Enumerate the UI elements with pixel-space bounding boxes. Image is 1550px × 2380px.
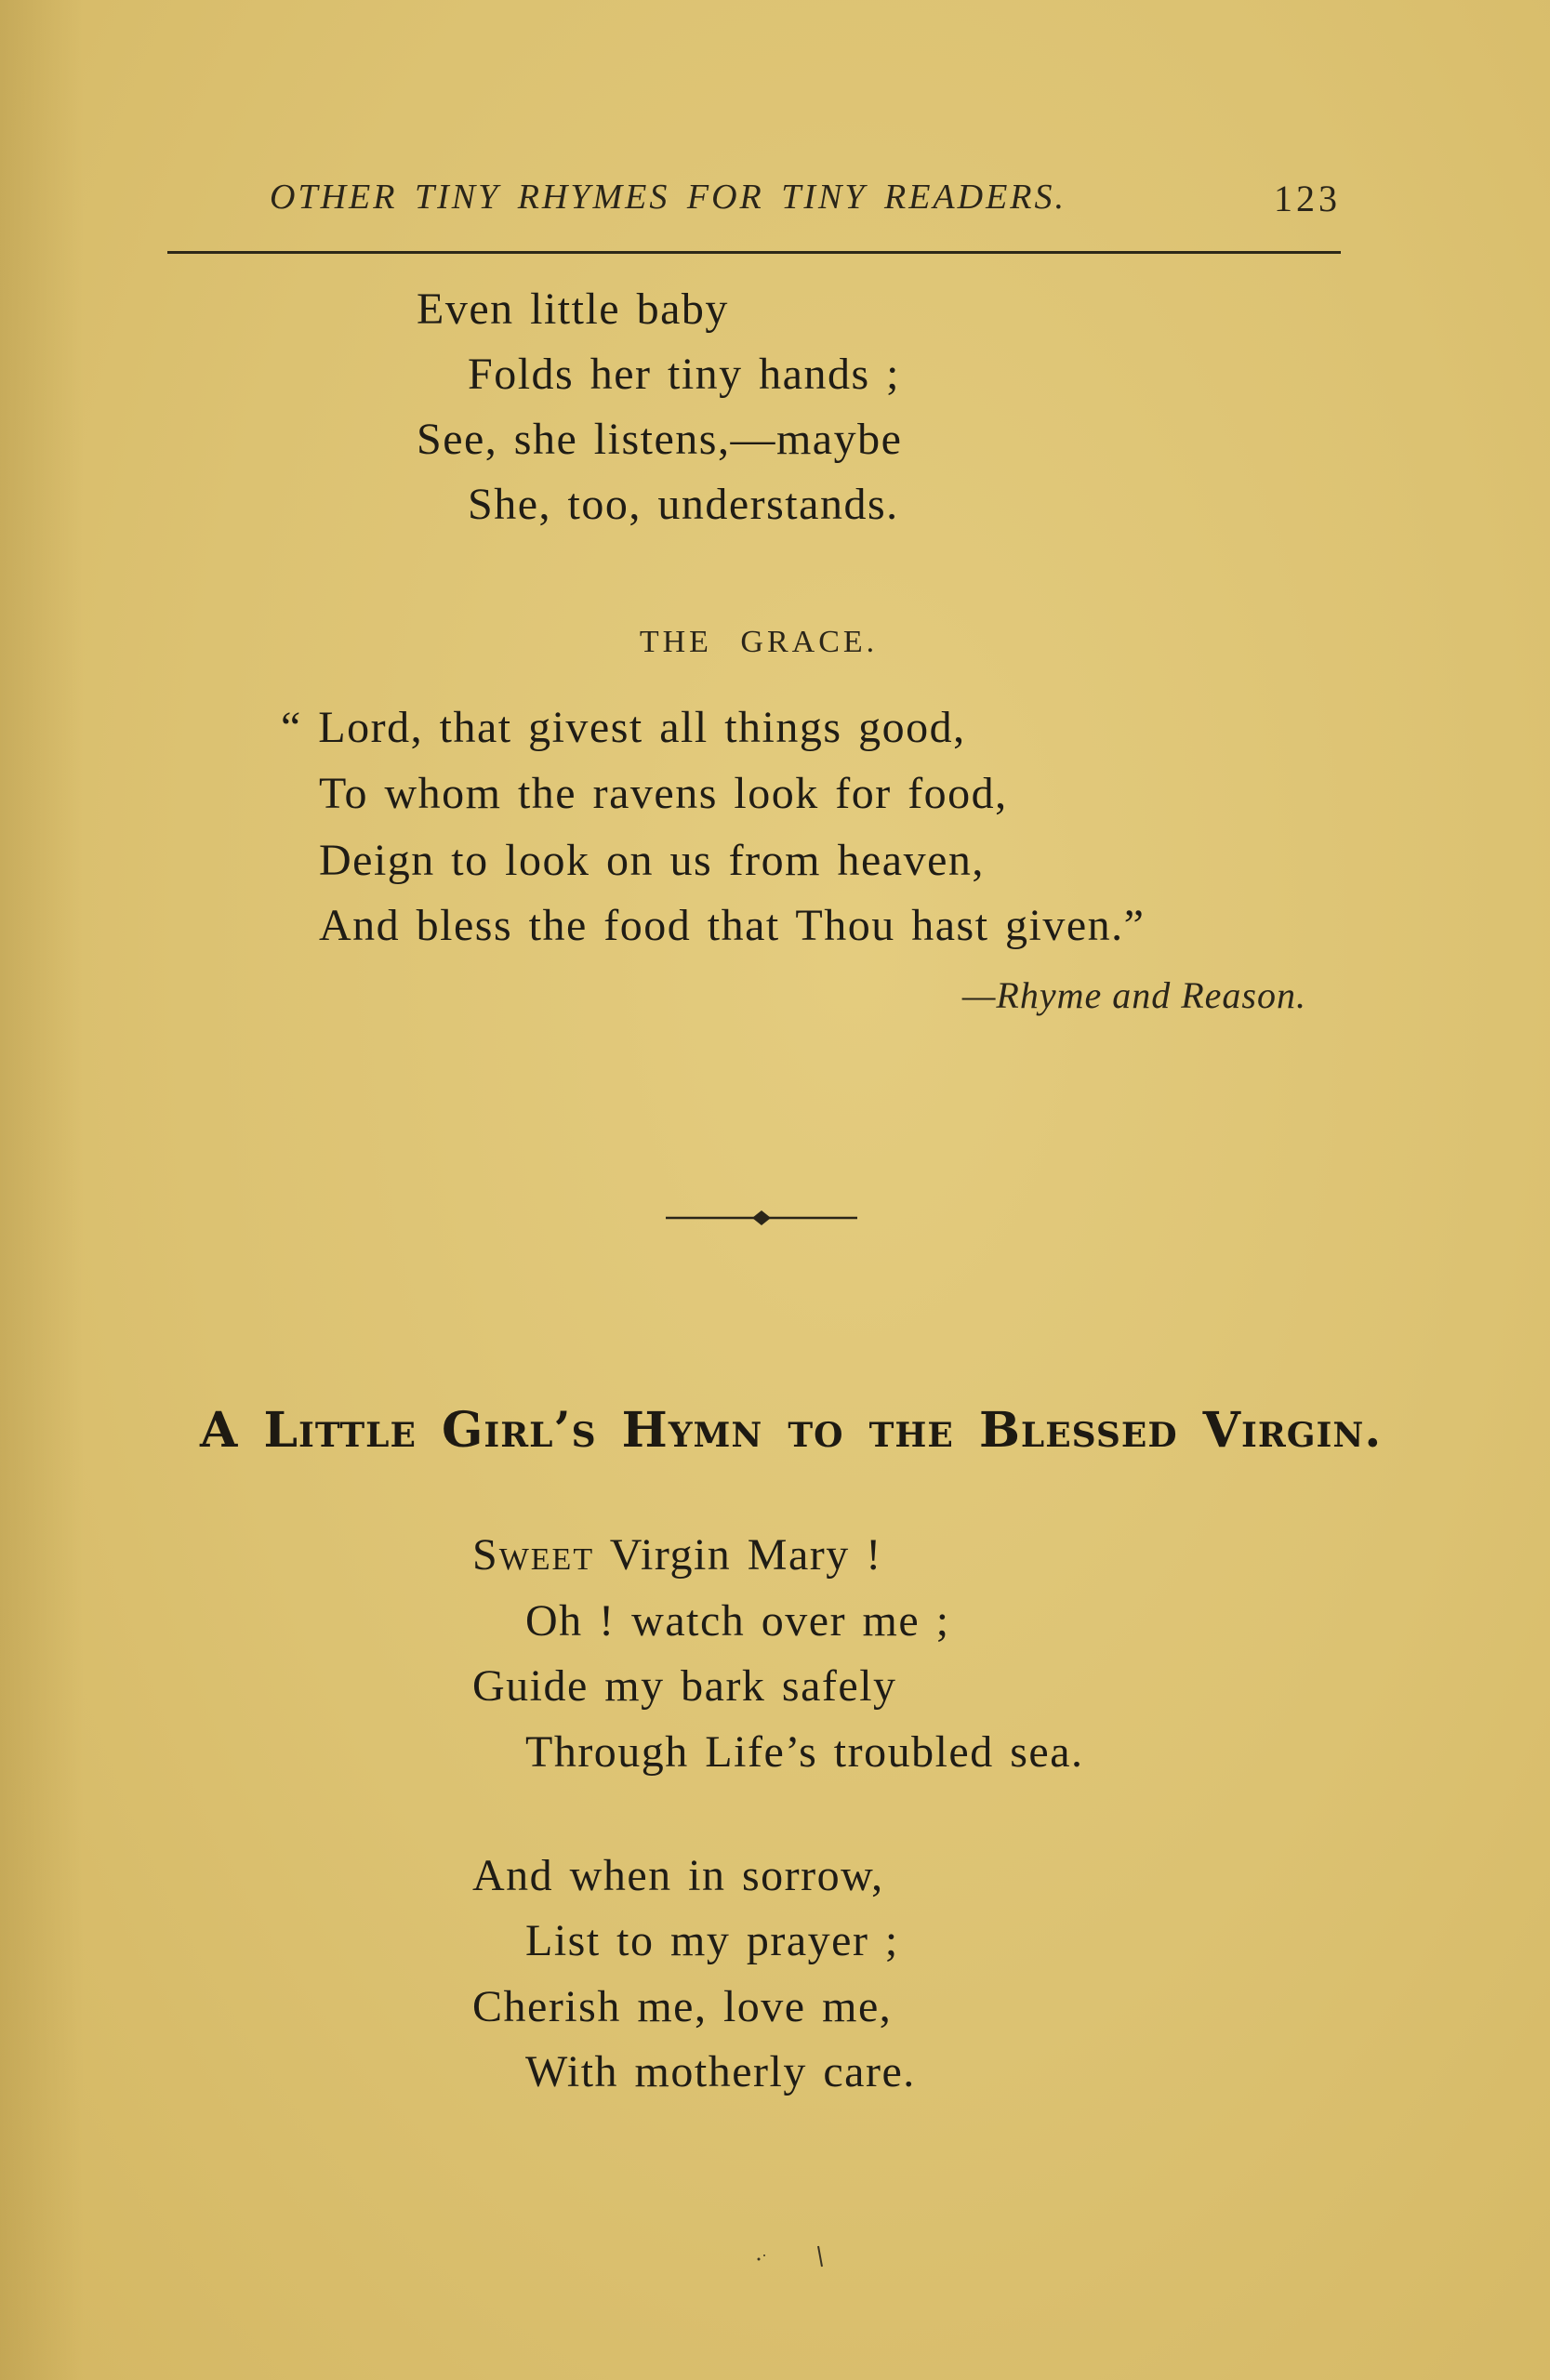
- poem-line: Oh ! watch over me ;: [525, 1596, 950, 1646]
- first-word: Sweet: [472, 1530, 595, 1580]
- poem-line: “ Lord, that givest all things good,: [281, 703, 966, 752]
- poem-line: And when in sorrow,: [472, 1851, 884, 1900]
- hymn-title: A Little Girl’s Hymn to the Blessed Virgin.: [200, 1402, 1383, 1459]
- attribution: —Rhyme and Reason.: [961, 974, 1306, 1016]
- first-line-rest: Virgin Mary !: [594, 1530, 882, 1580]
- running-title: OTHER TINY RHYMES FOR TINY READERS.: [270, 178, 1066, 217]
- poem-line: With motherly care.: [525, 2047, 916, 2096]
- page-number: 123: [1274, 178, 1341, 219]
- poem-line: See, she listens,—maybe: [417, 415, 903, 464]
- ornament-divider-icon: [666, 1207, 857, 1229]
- poem-line: [472, 1529, 882, 1580]
- header-rule: [167, 251, 1341, 254]
- poem-line: Cherish me, love me,: [472, 1982, 893, 2031]
- poem-line: List to my prayer ;: [525, 1916, 899, 1965]
- poem-line: Through Life’s troubled sea.: [525, 1727, 1084, 1777]
- poem-line: Guide my bark safely: [472, 1661, 897, 1711]
- poem-line: She, too, understands.: [468, 480, 899, 529]
- poem-line: Folds her tiny hands ;: [468, 350, 900, 399]
- print-speck-icon: [751, 2242, 835, 2270]
- poem-line: Even little baby: [417, 284, 729, 334]
- running-header: [167, 177, 1341, 232]
- poem-line: To whom the ravens look for food,: [319, 769, 1008, 818]
- poem-line: Deign to look on us from heaven,: [319, 836, 985, 885]
- poem-line: And bless the food that Thou hast given.”: [319, 901, 1146, 950]
- grace-title: THE GRACE.: [639, 625, 879, 659]
